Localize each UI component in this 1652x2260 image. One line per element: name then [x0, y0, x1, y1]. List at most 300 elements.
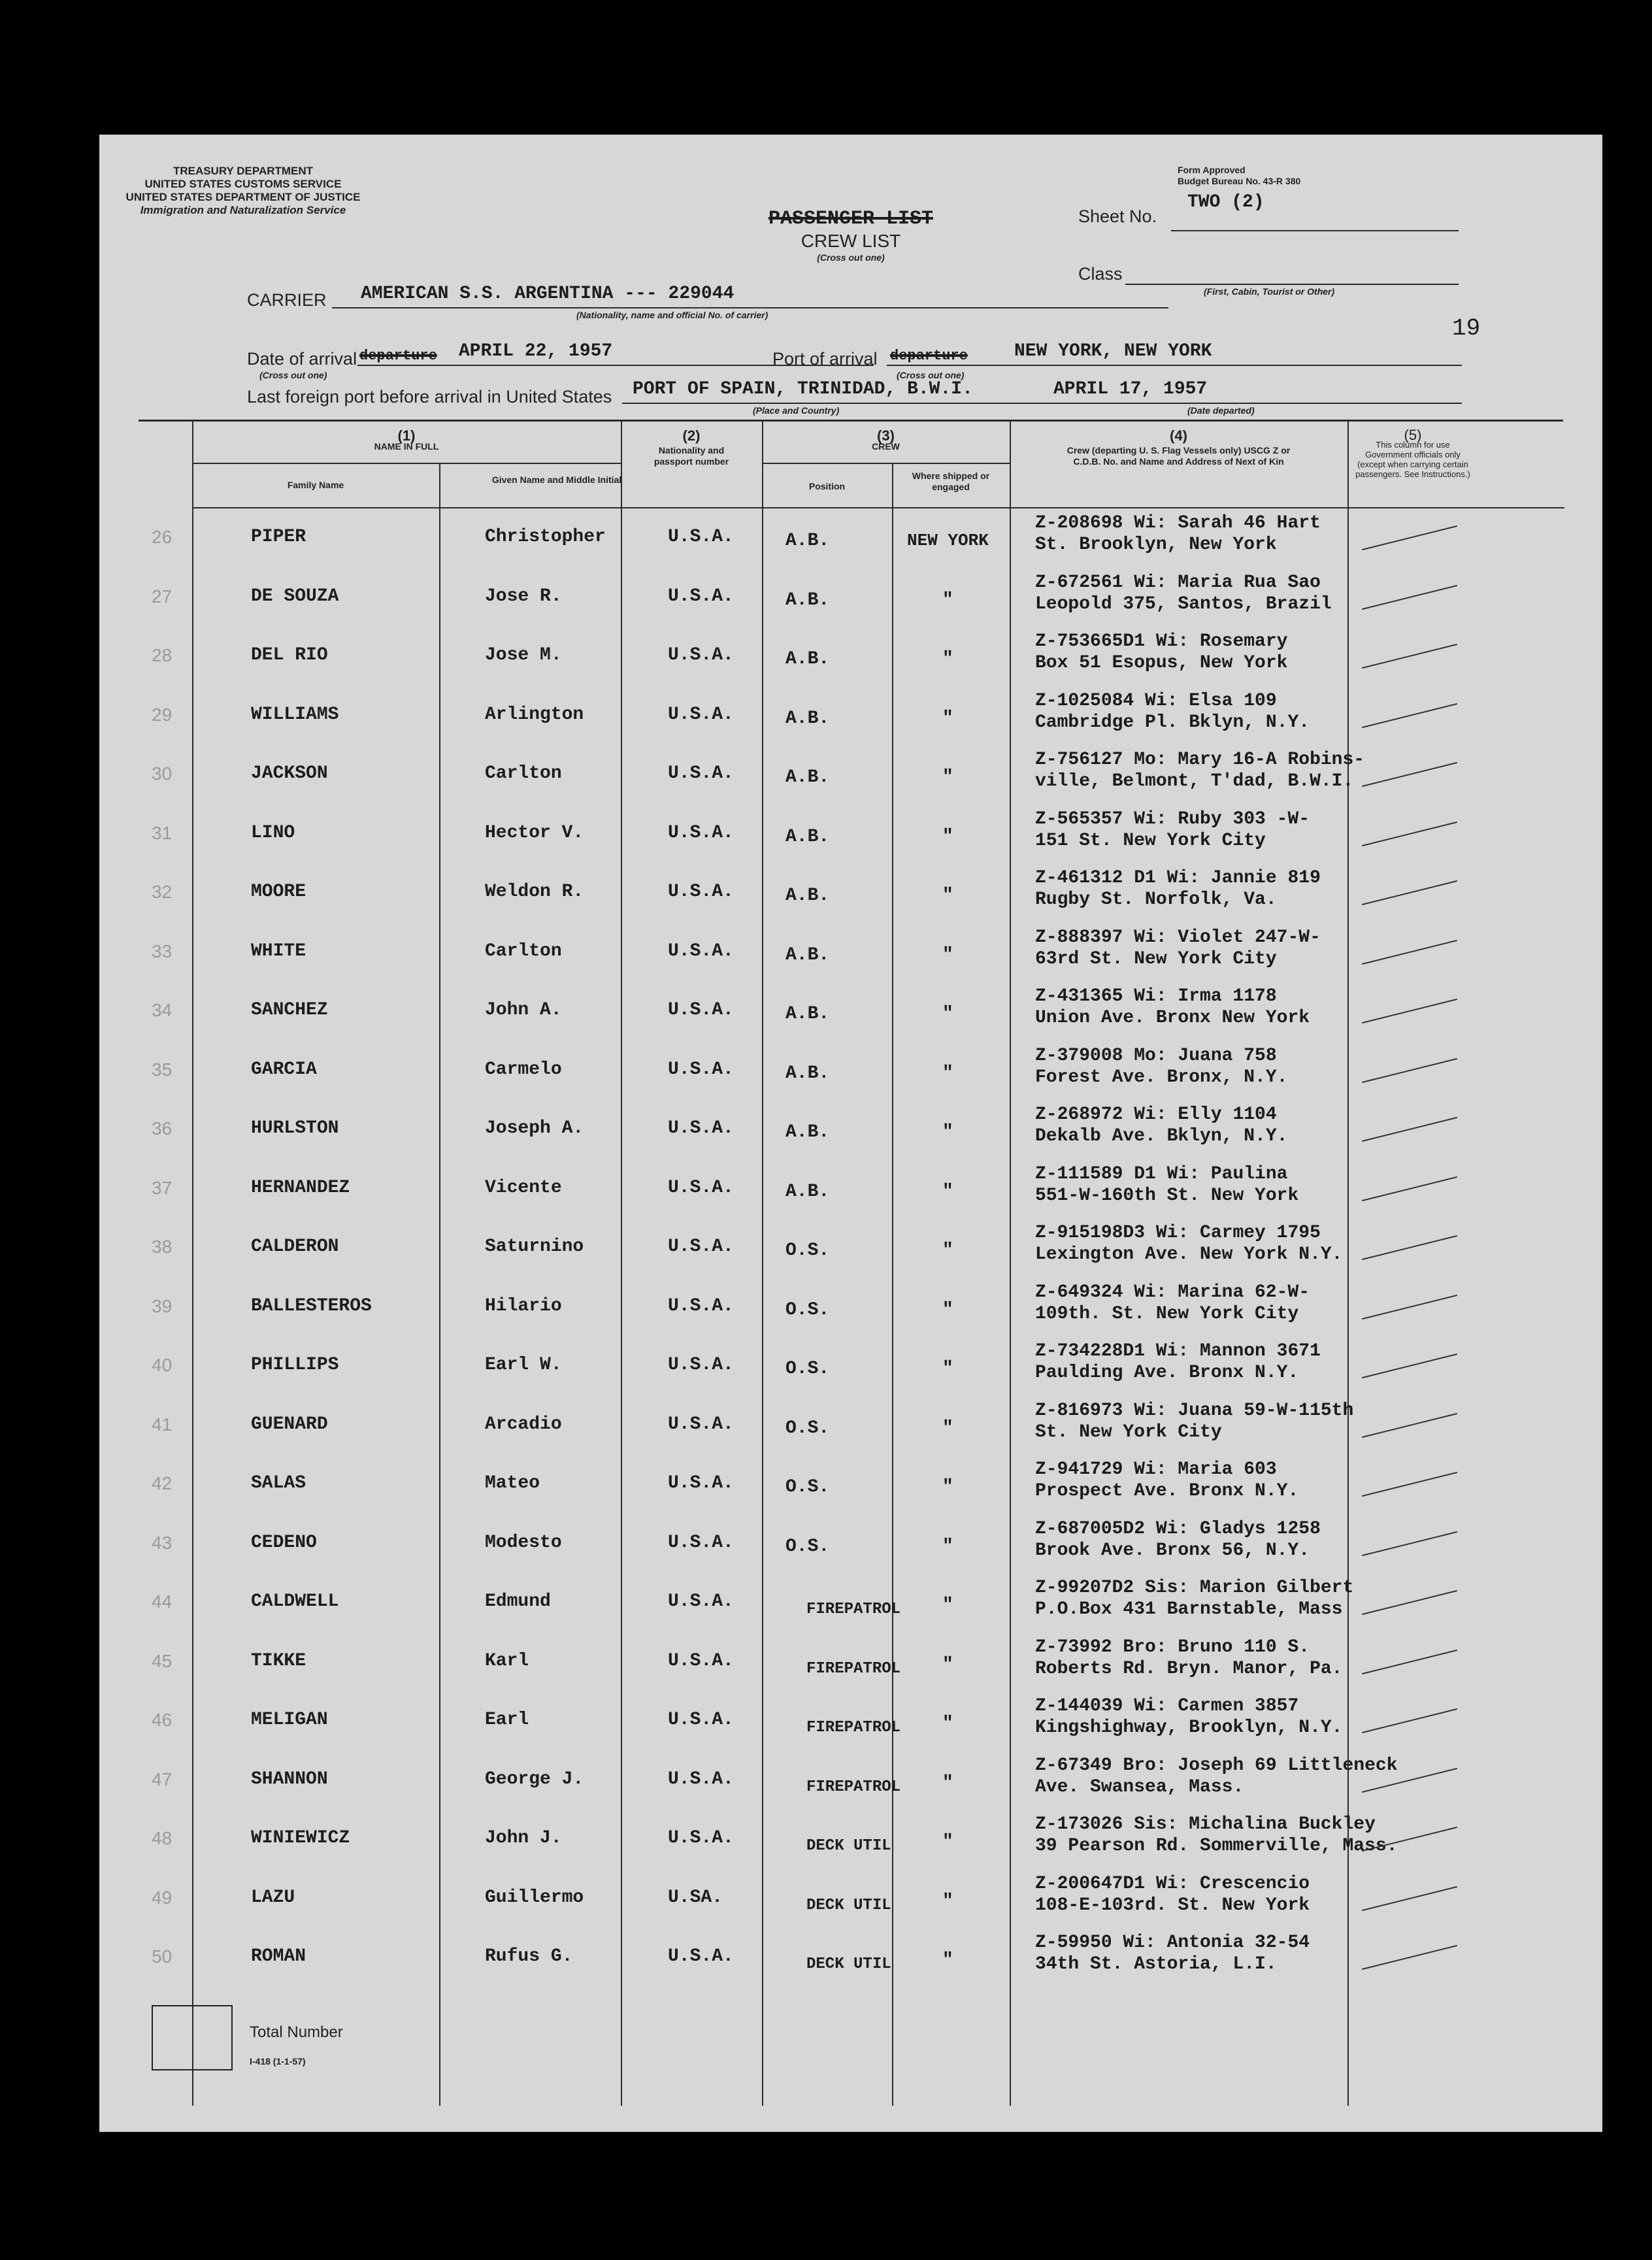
next-of-kin-line: 551-W-160th St. New York: [1035, 1185, 1299, 1206]
sheet-value: TWO (2): [1187, 192, 1264, 212]
where-shipped: ": [942, 886, 953, 906]
next-of-kin: [1035, 1637, 1342, 1680]
next-of-kin-line: Z-672561 Wi: Maria Rua Sao: [1035, 572, 1321, 593]
given-name: John A.: [485, 1000, 562, 1020]
given-name: Arcadio: [485, 1414, 562, 1435]
given-name: Earl: [485, 1710, 529, 1730]
next-of-kin: [1035, 1518, 1321, 1561]
official-check-mark: [1362, 762, 1457, 787]
table-row: [99, 980, 1602, 1040]
next-of-kin-line: Lexington Ave. New York N.Y.: [1035, 1244, 1343, 1265]
position: O.S.: [785, 1477, 830, 1497]
form-approved-line-1: Form Approved: [1178, 165, 1246, 175]
row-number: 46: [152, 1710, 173, 1730]
last-port-caption: (Place and Country): [753, 405, 840, 416]
position: O.S.: [785, 1240, 830, 1261]
nationality: U.S.A.: [668, 645, 734, 665]
title-cross-note: (Cross out one): [817, 252, 885, 263]
given-name: John J.: [485, 1828, 562, 1848]
row-number: 26: [152, 527, 173, 547]
title-crew-list: CREW LIST: [801, 231, 901, 251]
table-row: [99, 1631, 1602, 1691]
nationality: U.S.A.: [668, 1000, 734, 1020]
official-check-mark: [1362, 1945, 1457, 1970]
family-name: DE SOUZA: [251, 586, 339, 607]
row-number: 47: [152, 1769, 173, 1789]
table-row: [99, 922, 1602, 981]
col3-header: [762, 427, 1010, 452]
given-name: Guillermo: [485, 1887, 584, 1908]
col4-title: Crew (departing U. S. Flag Vessels only) USCG Z or C.D.B. No. and Name and Address of Next of Kin: [1066, 445, 1291, 467]
col-family-header: Family Name: [287, 480, 344, 490]
row-number: 39: [152, 1295, 173, 1316]
agency-line-2: UNITED STATES CUSTOMS SERVICE: [144, 178, 342, 190]
carrier-label: CARRIER: [247, 290, 327, 310]
next-of-kin: [1035, 1459, 1298, 1502]
next-of-kin: [1035, 1045, 1287, 1088]
next-of-kin: [1035, 927, 1321, 970]
position: A.B.: [785, 590, 830, 610]
agency-line-3: UNITED STATES DEPARTMENT OF JUSTICE: [125, 191, 361, 203]
family-name: GARCIA: [251, 1059, 317, 1080]
position: FIREPATROL: [806, 1659, 901, 1678]
next-of-kin-line: Union Ave. Bronx New York: [1035, 1008, 1310, 1028]
last-port-value: PORT OF SPAIN, TRINIDAD, B.W.I.: [633, 379, 973, 399]
family-name: PHILLIPS: [251, 1355, 339, 1375]
agency-header: [125, 165, 361, 217]
table-row: [99, 567, 1602, 626]
col-position-header: Position: [808, 481, 846, 491]
row-number: 32: [152, 882, 173, 902]
position: O.S.: [785, 1299, 830, 1320]
table-row: [99, 744, 1602, 803]
next-of-kin-line: Z-687005D2 Wi: Gladys 1258: [1035, 1518, 1321, 1539]
col2-title: Nationality and passport number: [653, 445, 729, 467]
given-name: Jose R.: [485, 586, 562, 607]
next-of-kin-line: Z-915198D3 Wi: Carmey 1795: [1035, 1223, 1321, 1243]
family-name: ROMAN: [251, 1946, 306, 1967]
nationality: U.S.A.: [668, 1118, 734, 1138]
next-of-kin-line: 151 St. New York City: [1035, 830, 1266, 851]
arrival-cross-note: (Cross out one): [259, 370, 327, 380]
port-label: Port of arrival: [772, 349, 878, 369]
col5-title: This column for use Government officials only (except when carrying certain passengers. See Instructions.): [1355, 440, 1470, 479]
position: FIREPATROL: [806, 1778, 901, 1796]
family-name: SALAS: [251, 1473, 306, 1493]
next-of-kin-line: Z-888397 Wi: Violet 247-W-: [1035, 927, 1321, 948]
page-number: 19: [1452, 315, 1481, 342]
nationality: U.S.A.: [668, 704, 734, 725]
table-row: [99, 1335, 1602, 1395]
next-of-kin: [1035, 1814, 1398, 1857]
official-check-mark: [1362, 1649, 1457, 1674]
next-of-kin: [1035, 1340, 1321, 1384]
given-name: Hilario: [485, 1295, 562, 1316]
official-check-mark: [1362, 584, 1457, 609]
where-shipped: ": [942, 1240, 953, 1261]
col3-title: CREW: [872, 441, 900, 452]
family-name: SANCHEZ: [251, 1000, 328, 1020]
nationality: U.S.A.: [668, 586, 734, 607]
next-of-kin-line: Z-734228D1 Wi: Mannon 3671: [1035, 1341, 1321, 1361]
row-number: 43: [152, 1532, 173, 1553]
where-shipped: ": [942, 767, 953, 788]
total-number-label: Total Number: [250, 2023, 343, 2041]
next-of-kin: [1035, 749, 1364, 792]
given-name: Christopher: [485, 527, 606, 547]
class-caption: (First, Cabin, Tourist or Other): [1204, 286, 1335, 297]
next-of-kin: [1035, 1695, 1342, 1738]
arrival-date-crossed: departure: [359, 348, 437, 364]
col2-number: (2): [682, 427, 701, 444]
where-shipped: ": [942, 1891, 953, 1912]
row-number: 28: [152, 645, 173, 665]
next-of-kin-line: Z-200647D1 Wi: Crescencio: [1035, 1873, 1310, 1894]
nationality: U.S.A.: [668, 1059, 734, 1080]
row-number: 50: [152, 1946, 173, 1967]
position: DECK UTIL: [806, 1955, 891, 1973]
family-name: BALLESTEROS: [251, 1295, 372, 1316]
official-check-mark: [1362, 1117, 1457, 1142]
row-number: 30: [152, 763, 173, 784]
row-number: 37: [152, 1177, 173, 1198]
family-name: CALDWELL: [251, 1591, 339, 1612]
next-of-kin: [1035, 867, 1321, 910]
next-of-kin: [1035, 1873, 1310, 1916]
next-of-kin-line: Z-99207D2 Sis: Marion Gilbert: [1035, 1578, 1354, 1598]
departed-caption: (Date departed): [1187, 405, 1255, 416]
last-port-label: Last foreign port before arrival in United States: [247, 387, 612, 407]
col5-header: [1347, 427, 1478, 479]
family-name: MELIGAN: [251, 1710, 328, 1730]
next-of-kin-line: Z-268972 Wi: Elly 1104: [1035, 1105, 1277, 1125]
family-name: GUENARD: [251, 1414, 328, 1435]
position: O.S.: [785, 1536, 830, 1557]
position: A.B.: [785, 826, 830, 847]
position: A.B.: [785, 708, 830, 729]
nationality: U.S.A.: [668, 527, 734, 547]
official-check-mark: [1362, 703, 1457, 727]
arrival-date-label: Date of arrival: [247, 349, 357, 369]
position: O.S.: [785, 1418, 830, 1438]
next-of-kin: [1035, 808, 1310, 852]
nationality: U.S.A.: [668, 1650, 734, 1671]
agency-line-1: TREASURY DEPARTMENT: [173, 165, 314, 177]
next-of-kin-line: P.O.Box 431 Barnstable, Mass: [1035, 1599, 1343, 1620]
next-of-kin: [1035, 1755, 1398, 1798]
given-name: Earl W.: [485, 1355, 562, 1375]
position: DECK UTIL: [806, 1837, 891, 1855]
official-check-mark: [1362, 1531, 1457, 1555]
given-name: Jose M.: [485, 645, 562, 665]
next-of-kin-line: Z-431365 Wi: Irma 1178: [1035, 986, 1277, 1006]
family-name: MOORE: [251, 882, 306, 902]
next-of-kin-line: Z-379008 Mo: Juana 758: [1035, 1045, 1277, 1066]
row-number: 27: [152, 586, 173, 607]
family-name: TIKKE: [251, 1650, 306, 1671]
next-of-kin-line: Z-1025084 Wi: Elsa 109: [1035, 690, 1277, 711]
nationality: U.S.A.: [668, 1591, 734, 1612]
table-row: [99, 862, 1602, 922]
position: A.B.: [785, 886, 830, 906]
position: O.S.: [785, 1359, 830, 1379]
next-of-kin: [1035, 1932, 1310, 1975]
next-of-kin-line: Kingshighway, Brooklyn, N.Y.: [1035, 1718, 1343, 1738]
port-cross-note: (Cross out one): [897, 370, 965, 380]
col4-number: (4): [1170, 427, 1187, 444]
family-name: SHANNON: [251, 1769, 328, 1789]
next-of-kin-line: Rugby St. Norfolk, Va.: [1035, 889, 1277, 910]
nationality: U.S.A.: [668, 1710, 734, 1730]
table-row: [99, 803, 1602, 863]
where-shipped: ": [942, 1832, 953, 1852]
given-name: Rufus G.: [485, 1946, 573, 1967]
crew-list-form: [99, 135, 1602, 2132]
next-of-kin-line: Z-461312 D1 Wi: Jannie 819: [1035, 868, 1321, 888]
next-of-kin-line: Z-208698 Wi: Sarah 46 Hart: [1035, 513, 1321, 533]
row-number: 49: [152, 1887, 173, 1908]
given-name: Carmelo: [485, 1059, 562, 1080]
position: A.B.: [785, 531, 830, 551]
next-of-kin: [1035, 1163, 1298, 1206]
family-name: HURLSTON: [251, 1118, 339, 1138]
family-name: JACKSON: [251, 763, 328, 784]
row-number: 45: [152, 1650, 173, 1671]
position: A.B.: [785, 1181, 830, 1202]
given-name: Carlton: [485, 940, 562, 961]
where-shipped: ": [942, 1654, 953, 1675]
nationality: U.S.A.: [668, 1828, 734, 1848]
nationality: U.S.A.: [668, 763, 734, 784]
official-check-mark: [1362, 999, 1457, 1023]
table-row: [99, 1276, 1602, 1336]
table-row: [99, 1690, 1602, 1750]
agency-line-4: Immigration and Naturalization Service: [140, 204, 346, 216]
col2-header: [621, 427, 762, 467]
col-shipped-header: Where shipped or engaged: [912, 471, 990, 492]
where-shipped: ": [942, 1477, 953, 1497]
table-row: [99, 1217, 1602, 1276]
next-of-kin-line: Cambridge Pl. Bklyn, N.Y.: [1035, 712, 1310, 733]
official-check-mark: [1362, 880, 1457, 905]
where-shipped: ": [942, 944, 953, 965]
where-shipped: ": [942, 1063, 953, 1084]
col3-number: (3): [877, 427, 895, 444]
official-check-mark: [1362, 821, 1457, 846]
family-name: PIPER: [251, 527, 306, 547]
family-name: WHITE: [251, 940, 306, 961]
table-row: [99, 1099, 1602, 1158]
official-check-mark: [1362, 1294, 1457, 1319]
official-check-mark: [1362, 1176, 1457, 1201]
next-of-kin-line: Z-59950 Wi: Antonia 32-54: [1035, 1933, 1310, 1953]
next-of-kin: [1035, 631, 1287, 674]
arrival-date-value: APRIL 22, 1957: [459, 341, 613, 361]
next-of-kin-line: St. New York City: [1035, 1421, 1222, 1442]
next-of-kin-line: Ave. Swansea, Mass.: [1035, 1776, 1244, 1797]
next-of-kin-line: Z-753665D1 Wi: Rosemary: [1035, 631, 1288, 652]
carrier-caption: (Nationality, name and official No. of carrier): [576, 310, 768, 320]
col1-number: (1): [397, 427, 416, 444]
row-number: 40: [152, 1355, 173, 1375]
next-of-kin-line: Z-73992 Bro: Bruno 110 S.: [1035, 1637, 1310, 1657]
next-of-kin-line: 34th St. Astoria, L.I.: [1035, 1954, 1277, 1974]
where-shipped: ": [942, 590, 953, 610]
next-of-kin: [1035, 1282, 1310, 1325]
next-of-kin-line: St. Brooklyn, New York: [1035, 535, 1277, 555]
next-of-kin: [1035, 1222, 1342, 1265]
next-of-kin-line: Z-565357 Wi: Ruby 303 -W-: [1035, 808, 1310, 829]
family-name: LINO: [251, 822, 295, 843]
form-approved-line-2: Budget Bureau No. 43-R 380: [1178, 176, 1301, 186]
official-check-mark: [1362, 525, 1457, 550]
official-check-mark: [1362, 1235, 1457, 1260]
nationality: U.S.A.: [668, 940, 734, 961]
next-of-kin-line: Z-67349 Bro: Joseph 69 Littleneck: [1035, 1755, 1398, 1776]
row-number: 48: [152, 1828, 173, 1848]
next-of-kin-line: Dekalb Ave. Bklyn, N.Y.: [1035, 1126, 1288, 1146]
next-of-kin-line: 108-E-103rd. St. New York: [1035, 1895, 1310, 1916]
position: A.B.: [785, 649, 830, 669]
col-given-header: Given Name and Middle Initial: [491, 474, 622, 485]
next-of-kin: [1035, 1104, 1287, 1147]
position: FIREPATROL: [806, 1719, 901, 1737]
family-name: LAZU: [251, 1887, 295, 1908]
nationality: U.S.A.: [668, 1473, 734, 1493]
where-shipped: ": [942, 1299, 953, 1320]
col1-header: [192, 427, 621, 452]
row-number: 42: [152, 1473, 173, 1493]
next-of-kin-line: Roberts Rd. Bryn. Manor, Pa.: [1035, 1658, 1343, 1679]
next-of-kin-line: Z-756127 Mo: Mary 16-A Robins-: [1035, 750, 1365, 770]
port-crossed: departure: [890, 348, 968, 364]
nationality: U.S.A.: [668, 1946, 734, 1967]
row-number: 33: [152, 940, 173, 961]
where-shipped: ": [942, 1122, 953, 1142]
given-name: Weldon R.: [485, 882, 584, 902]
given-name: Vicente: [485, 1177, 562, 1198]
position: FIREPATROL: [806, 1601, 901, 1618]
next-of-kin-line: Paulding Ave. Bronx N.Y.: [1035, 1363, 1299, 1383]
where-shipped: ": [942, 1181, 953, 1202]
col4-header: [1010, 427, 1347, 467]
row-number: 38: [152, 1237, 173, 1257]
given-name: George J.: [485, 1769, 584, 1789]
official-check-mark: [1362, 1708, 1457, 1733]
where-shipped: ": [942, 708, 953, 729]
given-name: Karl: [485, 1650, 529, 1671]
given-name: Edmund: [485, 1591, 551, 1612]
where-shipped: ": [942, 1772, 953, 1793]
family-name: HERNANDEZ: [251, 1177, 350, 1198]
next-of-kin: [1035, 572, 1332, 615]
next-of-kin-line: 39 Pearson Rd. Sommerville, Mass.: [1035, 1836, 1398, 1856]
where-shipped: ": [942, 649, 953, 669]
next-of-kin: [1035, 1577, 1353, 1620]
total-number-box: [152, 2005, 233, 2070]
table-row: [99, 1454, 1602, 1513]
position: A.B.: [785, 1063, 830, 1084]
given-name: Hector V.: [485, 822, 584, 843]
next-of-kin-line: Forest Ave. Bronx, N.Y.: [1035, 1067, 1288, 1088]
family-name: WILLIAMS: [251, 704, 339, 725]
nationality: U.S.A.: [668, 1237, 734, 1257]
given-name: Arlington: [485, 704, 584, 725]
official-check-mark: [1362, 939, 1457, 964]
row-number: 36: [152, 1118, 173, 1138]
next-of-kin-line: Leopold 375, Santos, Brazil: [1035, 593, 1332, 614]
given-name: Saturnino: [485, 1237, 584, 1257]
carrier-value: AMERICAN S.S. ARGENTINA --- 229044: [361, 284, 735, 304]
official-check-mark: [1362, 1057, 1457, 1082]
next-of-kin-line: Box 51 Esopus, New York: [1035, 653, 1288, 673]
port-value: NEW YORK, NEW YORK: [1014, 341, 1212, 361]
nationality: U.S.A.: [668, 1355, 734, 1375]
row-number: 29: [152, 704, 173, 725]
next-of-kin: [1035, 986, 1310, 1029]
where-shipped: ": [942, 826, 953, 847]
position: A.B.: [785, 944, 830, 965]
position: A.B.: [785, 767, 830, 788]
row-number: 35: [152, 1059, 173, 1080]
family-name: DEL RIO: [251, 645, 328, 665]
table-row: [99, 1750, 1602, 1809]
next-of-kin-line: Z-941729 Wi: Maria 603: [1035, 1459, 1277, 1480]
row-number: 41: [152, 1414, 173, 1435]
col1-title: NAME IN FULL: [374, 441, 439, 452]
official-check-mark: [1362, 1472, 1457, 1497]
position: A.B.: [785, 1004, 830, 1024]
nationality: U.S.A.: [668, 1414, 734, 1435]
table-row: [99, 685, 1602, 744]
table-row: [99, 1868, 1602, 1927]
nationality: U.S.A.: [668, 822, 734, 843]
table-row: [99, 1158, 1602, 1218]
table-row: [99, 1572, 1602, 1631]
nationality: U.S.A.: [668, 882, 734, 902]
next-of-kin-line: 109th. St. New York City: [1035, 1303, 1299, 1324]
next-of-kin-line: Z-173026 Sis: Michalina Buckley: [1035, 1814, 1376, 1835]
next-of-kin-line: Z-111589 D1 Wi: Paulina: [1035, 1163, 1288, 1184]
next-of-kin-line: 63rd St. New York City: [1035, 948, 1277, 969]
next-of-kin-line: Brook Ave. Bronx 56, N.Y.: [1035, 1540, 1310, 1561]
form-title: [740, 208, 962, 263]
next-of-kin-line: ville, Belmont, T'dad, B.W.I.: [1035, 771, 1354, 791]
class-label: Class: [1078, 264, 1123, 284]
given-name: Joseph A.: [485, 1118, 584, 1138]
official-check-mark: [1362, 644, 1457, 669]
position: A.B.: [785, 1122, 830, 1142]
table-row: [99, 1513, 1602, 1572]
official-check-mark: [1362, 1354, 1457, 1378]
official-check-mark: [1362, 1412, 1457, 1437]
family-name: WINIEWICZ: [251, 1828, 350, 1848]
where-shipped: NEW YORK: [907, 531, 989, 550]
where-shipped: ": [942, 1714, 953, 1734]
next-of-kin: [1035, 512, 1321, 556]
given-name: Carlton: [485, 763, 562, 784]
family-name: CEDENO: [251, 1532, 317, 1553]
next-of-kin-line: Z-816973 Wi: Juana 59-W-115th: [1035, 1400, 1354, 1421]
where-shipped: ": [942, 1418, 953, 1438]
table-row: [99, 1040, 1602, 1099]
departed-value: APRIL 17, 1957: [1053, 379, 1208, 399]
family-name: CALDERON: [251, 1237, 339, 1257]
sheet-label: Sheet No.: [1078, 207, 1157, 226]
official-check-mark: [1362, 1590, 1457, 1615]
next-of-kin-line: Z-649324 Wi: Marina 62-W-: [1035, 1282, 1310, 1303]
form-approved: [1178, 165, 1300, 187]
